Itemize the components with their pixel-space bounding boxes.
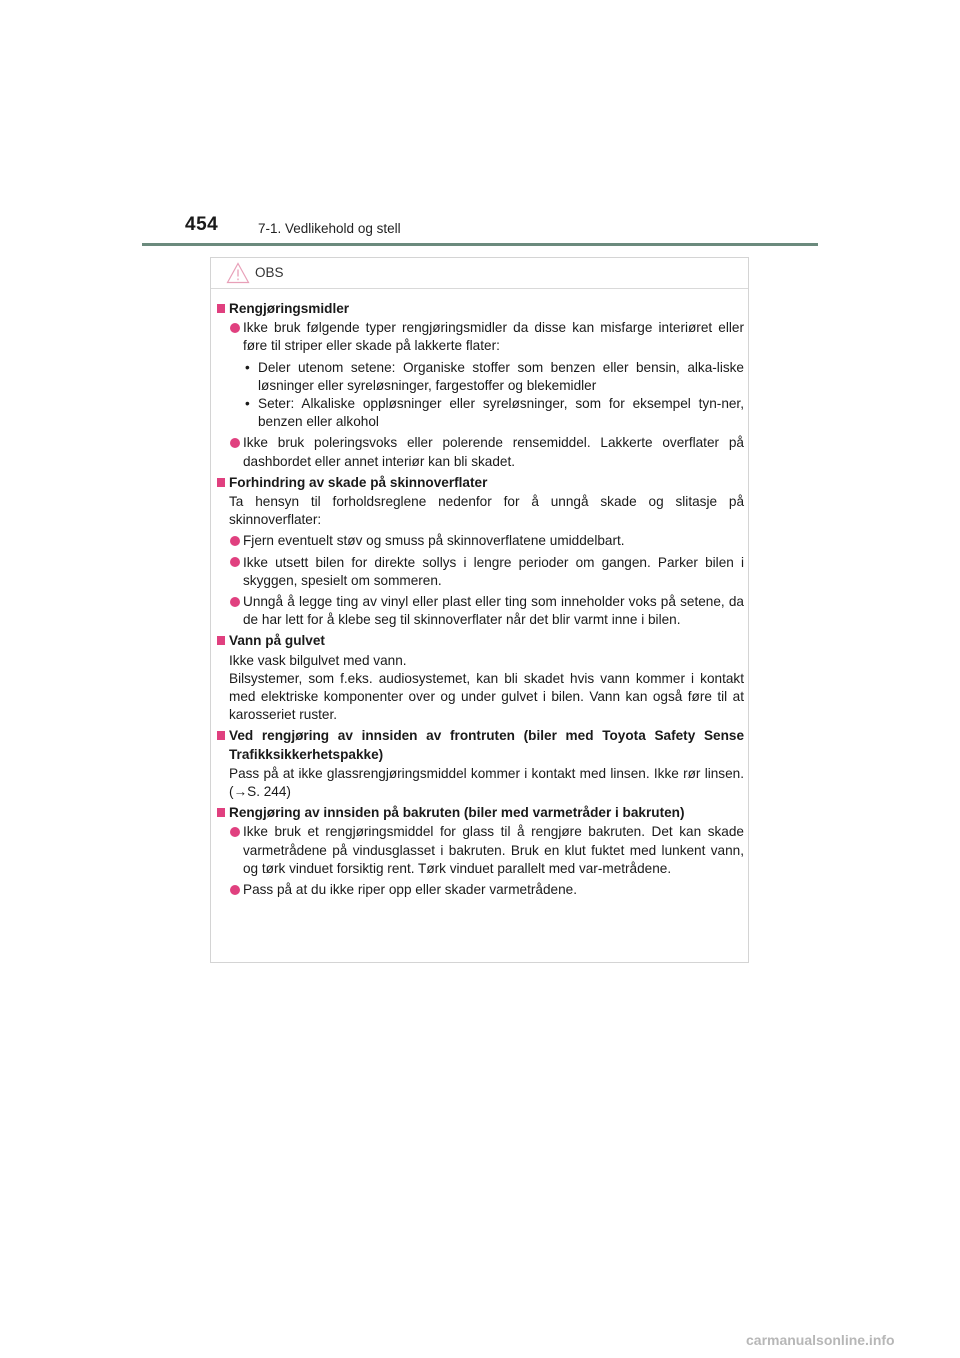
paragraph: Ta hensyn til forholdsreglene nedenfor for å unngå skade og slitasje på skinnoverflater: [229,494,744,528]
page-number: 454 [185,214,219,235]
list-item: Fjern eventuelt støv og smuss på skinnoverflatene umiddelbart. [217,532,744,550]
list-item: Pass på at du ikke riper opp eller skader varmetrådene. [217,881,744,899]
circle-bullet-icon [230,885,240,895]
circle-bullet-icon [230,323,240,333]
section-title: 7-1. Vedlikehold og stell [258,221,401,236]
circle-bullet-icon [230,827,240,837]
paragraph: Pass på at ikke glassrengjøringsmiddel kommer i kontakt med linsen. Ikke rør linsen. (→S. 244) [229,765,744,800]
sub-item: • Deler utenom setene: Organiske stoffer som benzen eller bensin, alka-liske løsninger eller syreløsninger, fargestoffer og blekemidler [245,359,744,393]
section-heading: Vann på gulvet [217,632,744,650]
square-bullet-icon [217,808,225,817]
notice-box [210,257,749,963]
circle-bullet-icon [230,438,240,448]
list-item: Unngå å legge ting av vinyl eller plast eller ting som inneholder voks på setene, da de har lett for å klebe seg til skinnoverflater når det blir varmt inne i bilen. [217,593,744,629]
circle-bullet-icon [230,597,240,607]
circle-bullet-icon [230,557,240,567]
warning-triangle-icon [226,262,250,284]
list-item: Ikke bruk et rengjøringsmiddel for glass til å rengjøre bakruten. Det kan skade varmetrådene på vindusglasset i bakruten. Bruk en klut fuktet med lunkent vann, og tørk vinduet forsiktig rent. Tørk vinduet parallelt med var-metrådene. [217,823,744,878]
watermark: carmanualsonline.info [746,1332,895,1348]
notice-content [217,300,744,902]
list-item: Ikke bruk følgende typer rengjøringsmidler da disse kan misfarge interiøret eller føre til striper eller skade på lakkerte flater: [217,319,744,355]
list-item: Ikke bruk poleringsvoks eller polerende rensemiddel. Lakkerte overflater på dashbordet eller annet interiør kan bli skadet. [217,434,744,470]
section-heading: Rengjøringsmidler [217,300,744,318]
header-rule [142,243,818,246]
section-heading: Ved rengjøring av innsiden av frontruten (biler med Toyota Safety Sense Trafikksikkerhetspakke) [217,727,744,763]
section-heading: Forhindring av skade på skinnoverflater [217,474,744,492]
paragraph: Bilsystemer, som f.eks. audiosystemet, kan bli skadet hvis vann kommer i kontakt med elektriske komponenter over og under gulvet i bilen. Vann kan også føre til at karosseriet ruster. [229,670,744,723]
square-bullet-icon [217,731,225,740]
square-bullet-icon [217,478,225,487]
list-item: Ikke utsett bilen for direkte sollys i lengre perioder om gangen. Parker bilen i skyggen, spesielt om sommeren. [217,554,744,590]
paragraph: Ikke vask bilgulvet med vann. [229,652,407,668]
square-bullet-icon [217,636,225,645]
circle-bullet-icon [230,536,240,546]
sub-item: • Seter: Alkaliske oppløsninger eller syreløsninger, som for eksempel tyn-ner, benzen eller alkohol [245,396,744,430]
notice-label: OBS [255,265,284,280]
section-heading: Rengjøring av innsiden på bakruten (biler med varmetråder i bakruten) [217,804,744,822]
square-bullet-icon [217,304,225,313]
notice-header [211,258,748,289]
